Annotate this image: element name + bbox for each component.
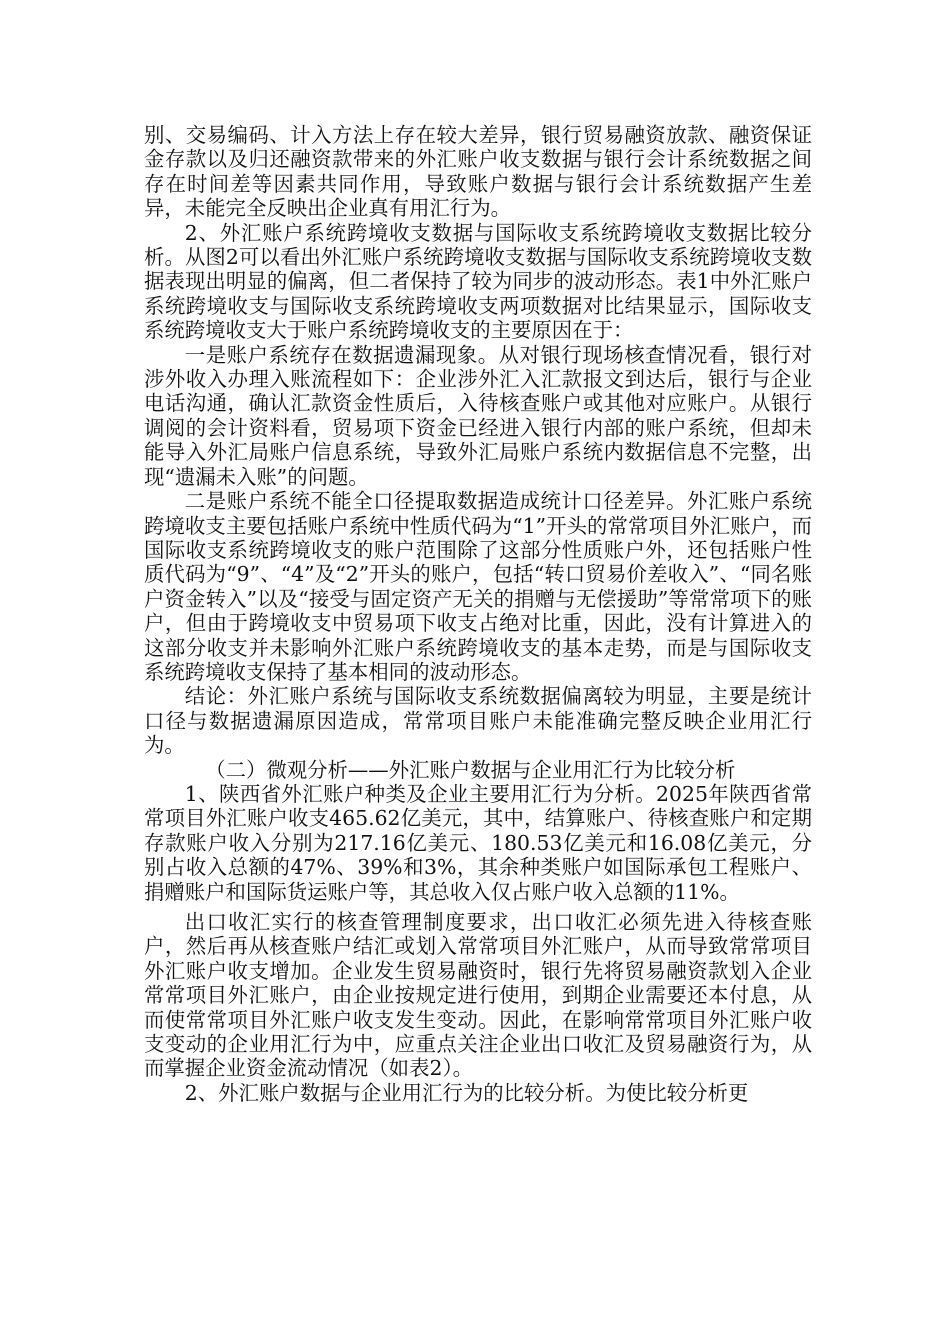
paragraph-export-verification: 出口收汇实行的核查管理制度要求，出口收汇必须先进入待核查账户，然后再从核查账户结汇或划入常常项目外汇账户，从而导致常常项目外汇账户收支增加。企业发生贸易融资时，银行先将贸易融资款划入企业常常项目外汇账户，由企业按规定进行使用，到期企业需要还本付息，从而使常常项目外汇账户收支发生变动。因此，在影响常常项目外汇账户收支变动的企业用汇行为中，应重点关注企业出口收汇及贸易融资行为，从而掌握企业资金流动情况（如表2）。: [144, 910, 812, 1081]
document-body: [144, 123, 812, 1105]
paragraph-reason-2: 二是账户系统不能全口径提取数据造成统计口径差异。外汇账户系统跨境收支主要包括账户系统中性质代码为“1”开头的常常项目外汇账户，而国际收支系统跨境收支的账户范围除了这部分性质账户外，还包括账户性质代码为“9”、“4”及“2”开头的账户，包括“转口贸易价差收入”、“同名账户资金转入”以及“接受与固定资产无关的捐赠与无偿援助”等常常项下的账户，但由于跨境收支中贸易项下收支占绝对比重，因此，没有计算进入的这部分收支并未影响外汇账户系统跨境收支的基本走势，而是与国际收支系统跨境收支保持了基本相同的波动形态。: [144, 489, 812, 684]
paragraph-conclusion: 结论：外汇账户系统与国际收支系统数据偏离较为明显，主要是统计口径与数据遗漏原因造成，常常项目账户未能准确完整反映企业用汇行为。: [144, 684, 812, 758]
paragraph-reason-1: 一是账户系统存在数据遗漏现象。从对银行现场核查情况看，银行对涉外收入办理入账流程如下：企业涉外汇入汇款报文到达后，银行与企业电话沟通，确认汇款资金性质后，入待核查账户或其他对应账户。从银行调阅的会计资料看，贸易项下资金已经进入银行内部的账户系统，但却未能导入外汇局账户信息系统，导致外汇局账户系统内数据信息不完整，出现“遗漏未入账”的问题。: [144, 342, 812, 489]
paragraph-account-types: 1、陕西省外汇账户种类及企业主要用汇行为分析。2025年陕西省常常项目外汇账户收支465.62亿美元，其中，结算账户、待核查账户和定期存款账户收入分别为217.16亿美元、180.53亿美元和16.08亿美元，分别占收入总额的47%、39%和3%，其余种类账户如国际承包工程账户、捐赠账户和国际货运账户等，其总收入仅占账户收入总额的11%。: [144, 781, 812, 904]
section-heading-micro-analysis: （二）微观分析——外汇账户数据与企业用汇行为比较分析: [205, 757, 736, 782]
paragraph-continuation: 别、交易编码、计入方法上存在较大差异，银行贸易融资放款、融资保证金存款以及归还融资款带来的外汇账户收支数据与银行会计系统数据之间存在时间差等因素共同作用，导致账户数据与银行会计系统数据产生差异，未能完全反映出企业真有用汇行为。: [144, 123, 812, 221]
paragraph-section-2-comparison: 2、外汇账户系统跨境收支数据与国际收支系统跨境收支数据比较分析。从图2可以看出外汇账户系统跨境收支数据与国际收支系统跨境收支数据表现出明显的偏离，但二者保持了较为同步的波动形态。表1中外汇账户系统跨境收支与国际收支系统跨境收支两项数据对比结果显示，国际收支系统跨境收支大于账户系统跨境收支的主要原因在于：: [144, 220, 812, 343]
paragraph-comparison-analysis: 2、外汇账户数据与企业用汇行为的比较分析。为使比较分析更: [184, 1080, 749, 1105]
